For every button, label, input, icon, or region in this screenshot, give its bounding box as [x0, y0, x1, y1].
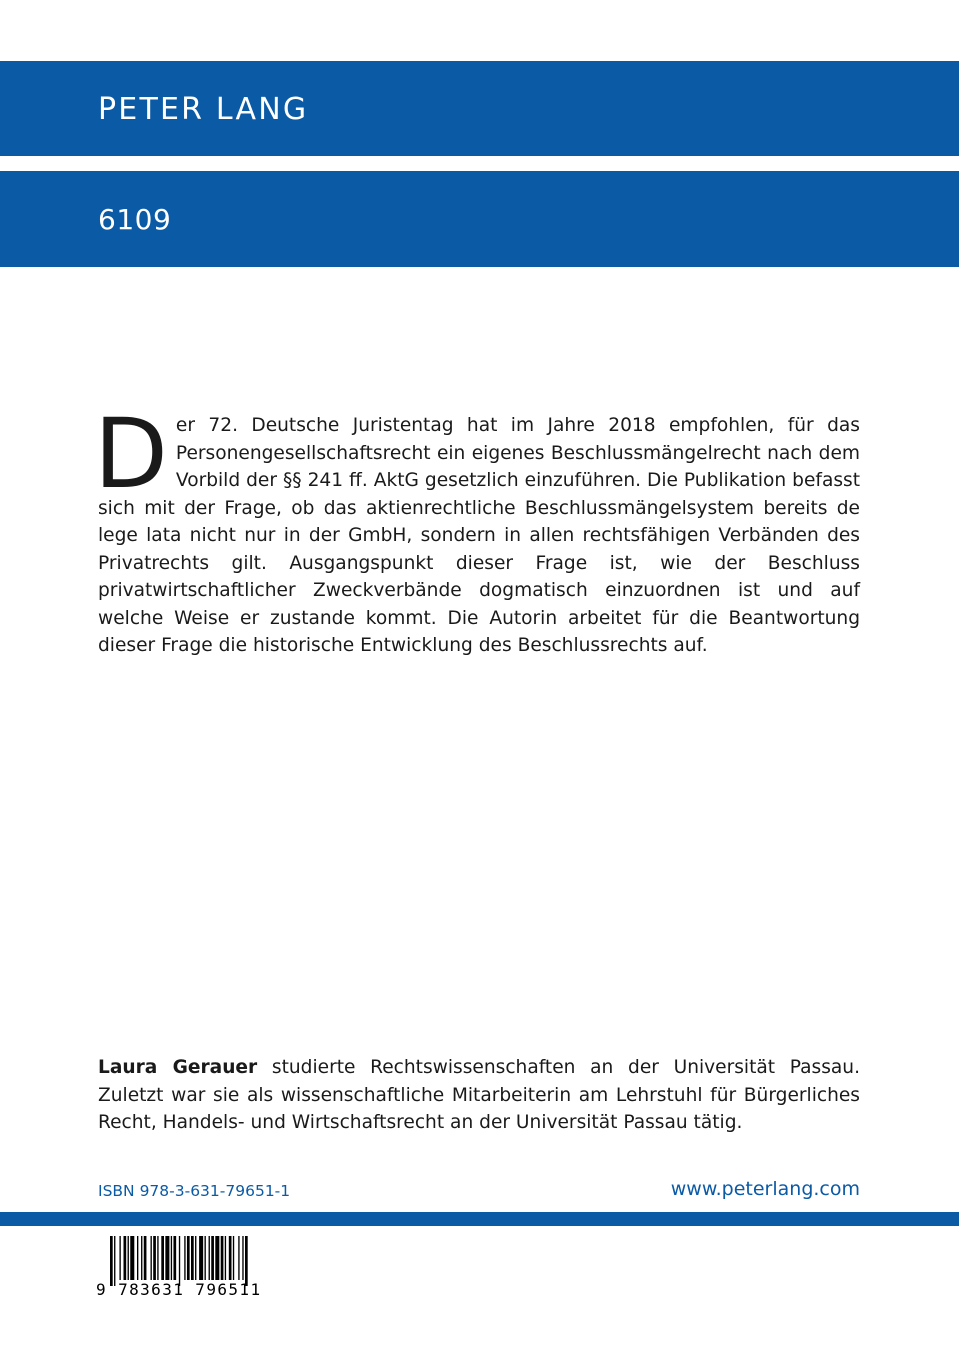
barcode-bar	[124, 1236, 127, 1280]
website-link[interactable]: www.peterlang.com	[670, 1178, 860, 1200]
barcode-bar	[229, 1236, 232, 1280]
barcode-bar	[191, 1236, 194, 1280]
barcode-bar	[233, 1236, 234, 1280]
barcode-bar	[199, 1236, 203, 1280]
barcode-bar	[225, 1236, 226, 1280]
series-number: 6109	[98, 203, 172, 236]
publisher-name: PETER LANG	[98, 92, 309, 127]
barcode-digits: 9 783631 796511	[96, 1280, 262, 1299]
barcode-bar	[130, 1236, 134, 1280]
barcode-bar	[114, 1236, 115, 1286]
isbn-label: ISBN 978-3-631-79651-1	[98, 1182, 291, 1200]
barcode-bar	[209, 1236, 210, 1280]
author-bio-text: studierte Rechtswissenschaften an der Universität Passau. Zuletzt war sie als wissenschaftliche Mitarbeiterin am Lehrstuhl für Bürgerliches Recht, Handels- und Wirtschaftsrecht an der Universität Passau tätig.	[98, 1057, 860, 1133]
barcode-bar	[151, 1236, 152, 1280]
drop-cap: D	[94, 398, 168, 510]
barcode-bar	[144, 1236, 147, 1280]
barcode-bar	[161, 1236, 164, 1280]
barcode	[96, 1236, 294, 1302]
barcode-bar	[184, 1236, 185, 1280]
barcode-bar	[157, 1236, 158, 1280]
barcode-bar	[221, 1236, 224, 1280]
barcode-bar	[195, 1236, 196, 1280]
barcode-bar	[165, 1236, 169, 1280]
barcode-bar	[110, 1236, 113, 1286]
book-description	[94, 398, 860, 660]
barcode-bar	[245, 1236, 248, 1286]
barcode-bar	[242, 1236, 243, 1280]
barcode-bar	[215, 1236, 219, 1280]
barcode-bar	[238, 1236, 239, 1280]
author-bio	[98, 1054, 860, 1137]
barcode-bar	[187, 1236, 190, 1280]
barcode-bar	[211, 1236, 214, 1280]
barcode-bar	[173, 1236, 176, 1280]
footer-band	[0, 1212, 959, 1226]
barcode-bar	[171, 1236, 172, 1280]
description-text: er 72. Deutsche Juristentag hat im Jahre 2018 empfohlen, für das Personengesellschaftsrecht ein eigenes Beschlussmängelrecht nach dem Vorbild der §§ 241 ff. AktG gesetzlich einzuführen. Die Publikation befasst sich mit der Frage, ob das aktienrechtliche Beschlussmängelsystem bereits de lege lata nicht nur in der GmbH, sondern in allen rechtsfähigen Verbänden des Privatrechts gilt. Ausgangspunkt dieser Frage ist, wie der Beschluss privatwirtschaftlicher Zweckverbände dogmatisch einzuordnen ist und auf welche Weise er zustande kommt. Die Autorin arbeitet für die Beantwortung dieser Frage die historische Entwicklung des Beschlussrechts auf.	[98, 415, 860, 656]
barcode-bar	[179, 1236, 180, 1286]
barcode-bar	[205, 1236, 206, 1280]
barcode-bar	[141, 1236, 142, 1280]
barcode-bar	[137, 1236, 138, 1280]
barcode-bar	[128, 1236, 129, 1280]
author-name: Laura Gerauer	[98, 1057, 258, 1078]
barcode-bar	[119, 1236, 120, 1280]
barcode-bar	[153, 1236, 156, 1280]
